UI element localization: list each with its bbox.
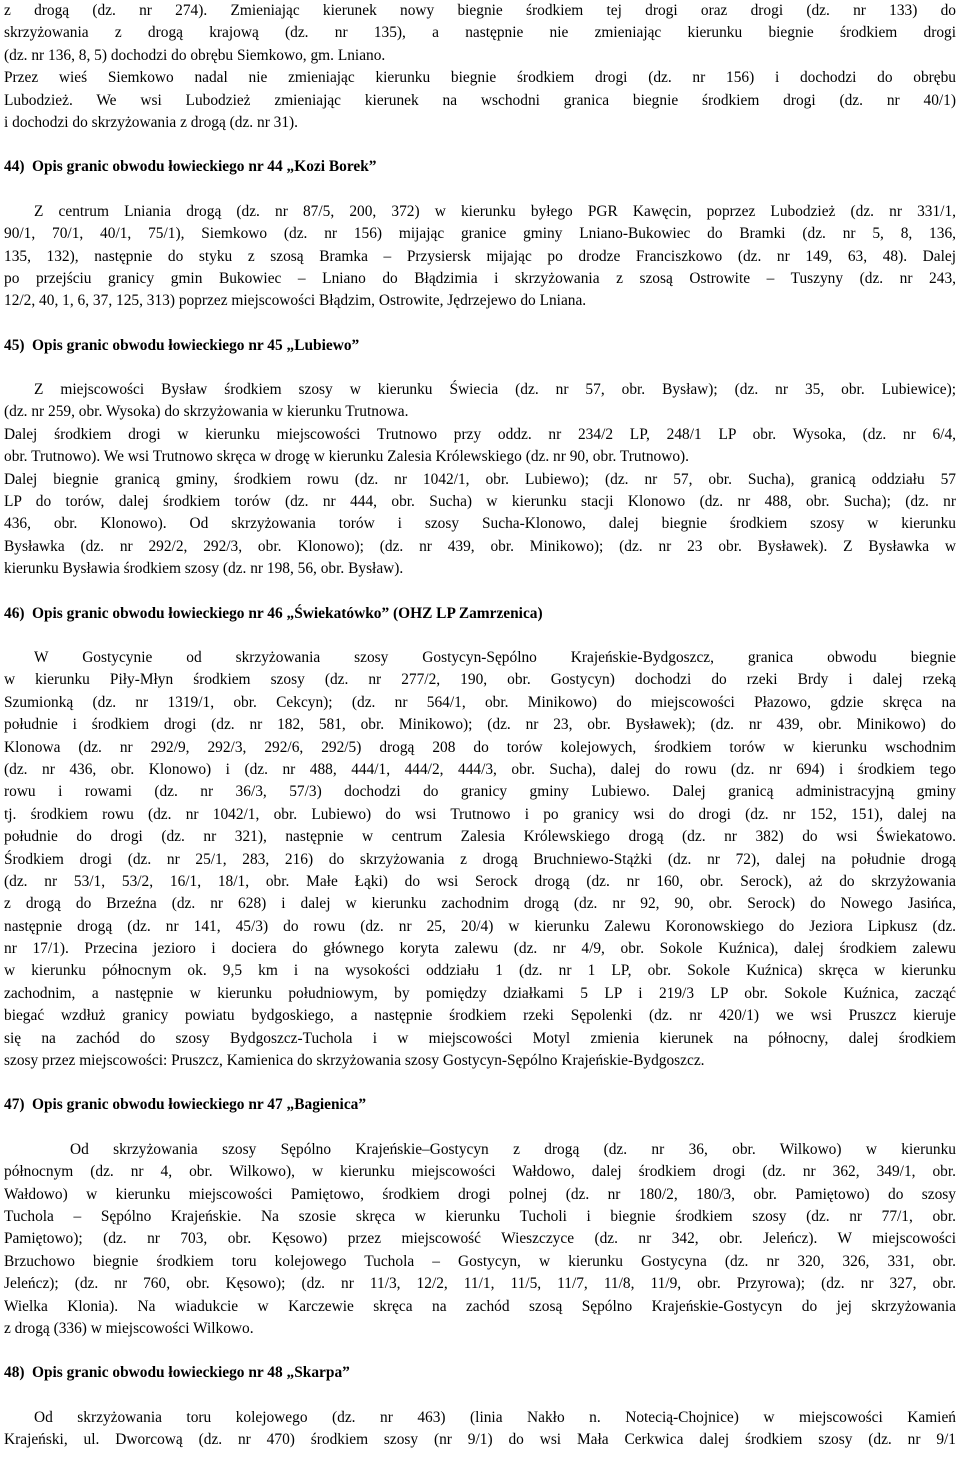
text-line: 90/1, 70/1, 40/1, 75/1), Siemkowo (dz. nr 156) mijając granice gminy Lniano-Bukowiec do Bramki (dz. nr 5, 8, 136,: [4, 225, 956, 243]
text-line: po przejściu granicy gmin Bukowiec – Lniano do Błądzimia i skrzyżowania z szosą Ostrowite – Tuszyny (dz. nr 243,: [4, 269, 956, 287]
text-line: tj. środkiem rowu (dz. nr 1042/1, obr. Lubiewo) do wsi Trutnowo i po granicy wsi do drogi (dz. nr 152, 151), dalej na: [4, 805, 956, 823]
section-heading: [4, 335, 956, 357]
text-line: Krajeński, ul. Dworcową (dz. nr 470) środkiem szosy (nr 9/1) do wsi Mała Cerkwica dalej środkiem szosy (dz. nr 9/1: [4, 1431, 956, 1449]
section-number: 45): [4, 336, 25, 354]
section-number: 46): [4, 604, 25, 622]
text-line: Dalej środkiem drogi w kierunku miejscowości Trutnowo przy oddz. nr 234/2 LP, 248/1 LP obr. Wysoka, (dz. nr 6/4,: [4, 425, 956, 443]
section-title: Opis granic obwodu łowieckiego nr 46 „Świekatówko” (OHZ LP Zamrzenica): [32, 604, 543, 622]
text-line: południe do drogi (dz. nr 321), następnie w centrum Zalesia Królewskiego drogą (dz. nr 382) do wsi Świekatowo.: [4, 828, 956, 846]
text-line: W Gostycynie od skrzyżowania szosy Gostycyn-Sępólno Krajeńskie-Bydgoszcz, granica obwodu biegnie: [34, 648, 956, 666]
text-line: Od skrzyżowania toru kolejowego (dz. nr 463) (linia Nakło n. Notecią-Chojnice) w miejscowości Kamień: [34, 1408, 956, 1426]
section-44: [4, 156, 956, 312]
intro-paragraph: [4, 0, 956, 134]
section-heading: [4, 1362, 956, 1384]
text-line: zachodnim, a następnie w kierunku południowym, by pomiędzy działkami 5 LP i 219/3 LP obr. Sokole Kuźnica, zacząć: [4, 984, 956, 1002]
text-line: Przez wieś Siemkowo nadal nie zmieniając kierunku biegnie środkiem drogi (dz. nr 156) i dochodzi do obrębu: [4, 69, 956, 87]
text-line: (dz. nr 53/1, 53/2, 16/1, 18/1, obr. Małe Łąki) do wsi Serock drogą (dz. nr 160, obr. Serock), aż do skrzyżowania: [4, 872, 956, 890]
text-line: z drogą (336) w miejscowości Wilkowo.: [4, 1319, 254, 1337]
text-line: (dz. nr 259, obr. Wysoka) do skrzyżowania w kierunku Trutnowa.: [4, 403, 409, 421]
section-heading: [4, 156, 956, 178]
text-line: z drogą (dz. nr 274). Zmieniając kierunek nowy biegnie środkiem tej drogi oraz drogi (dz. nr 133) do: [4, 2, 956, 19]
section-48: [4, 1362, 956, 1451]
section-title: Opis granic obwodu łowieckiego nr 44 „Kozi Borek”: [32, 158, 377, 176]
text-line: rowu i rowami (dz. nr 36/3, 57/3) dochodzi do granicy gminy Lubiewo. Dalej granicą administracyjną gminy: [4, 783, 956, 801]
section-title: Opis granic obwodu łowieckiego nr 45 „Lubiewo”: [32, 336, 360, 354]
text-line: Bysławka (dz. nr 292/2, 292/3, obr. Klonowo); (dz. nr 439, obr. Minikowo); (dz. nr 23 obr. Bysławek). Z Bysławka w: [4, 537, 956, 555]
section-47: [4, 1094, 956, 1340]
text-line: Brzuchowo biegnie środkiem toru kolejowego Tuchola – Gostycyn, w kierunku Gostycyna (dz. nr 320, 326, 331, obr.: [4, 1252, 956, 1270]
text-line: południe i środkiem drogi (dz. nr 182, 581, obr. Minikowo); (dz. nr 23, obr. Bysławek); (dz. nr 439, obr. Minikowo) do: [4, 716, 956, 734]
text-line: w kierunku północnym ok. 9,5 km i na wysokości oddziału 1 (dz. nr 1 LP, obr. Sokole Kuźnica) skręca w kierunku: [4, 962, 956, 980]
text-line: szosy przez miejscowości: Pruszcz, Kamienica do skrzyżowania szosy Gostycyn-Sępólno Krajeńskie-Bydgoszcz.: [4, 1052, 705, 1070]
text-line: Z centrum Lniania drogą (dz. nr 87/5, 200, 372) w kierunku byłego PGR Kawęcin, poprzez Lubodzież (dz. nr 331/1,: [34, 202, 956, 220]
text-line: w kierunku Piły-Młyn środkiem szosy (dz. nr 277/2, 190, obr. Gostycyn) dochodzi do rzeki Brdy i dalej rzeką: [4, 671, 956, 689]
text-line: obr. Trutnowo). We wsi Trutnowo skręca w drogę w kierunku Zalesia Królewskiego (dz. nr 90, obr. Trutnowo).: [4, 448, 690, 466]
section-number: 44): [4, 158, 25, 176]
text-line: Lubodzież. We wsi Lubodzież zmieniając kierunek na wschodni granica biegnie środkiem drogi (dz. nr 40/1): [4, 91, 956, 109]
text-line: kierunku Bysławia środkiem szosy (dz. nr 198, 56, obr. Bysław).: [4, 560, 404, 578]
text-line: Jeleńcz); (dz. nr 760, obr. Kęsowo); (dz. nr 11/3, 12/2, 11/1, 11/5, 11/7, 11/8, 11/9, obr. Przyrowa); (dz. nr 327, obr.: [4, 1275, 956, 1293]
section-heading: [4, 603, 956, 625]
text-line: Pamiętowo); (dz. nr 703, obr. Kęsowo) przez miejscowość Wieszczyce (dz. nr 342, obr. Jeleńcz). W miejscowości: [4, 1230, 956, 1248]
text-line: (dz. nr 436, obr. Klonowo) i (dz. nr 488, 444/1, 444/2, 444/3, obr. Sucha), dalej do rowu (dz. nr 694) i środkiem tego: [4, 760, 956, 778]
text-line: nr 17/1). Przecina jezioro i dociera do głównego koryta zalewu (dz. nr 4/9, obr. Sokole Kuźnica), dalej środkiem zalewu: [4, 940, 956, 958]
section-number: 47): [4, 1096, 25, 1114]
text-line: 436, obr. Klonowo). Od skrzyżowania torów i szosy Sucha-Klonowo, dalej biegnie środkiem szosy w kierunku: [4, 515, 956, 533]
text-line: Środkiem drogi (dz. nr 25/1, 283, 216) do skrzyżowania z drogą Bruchniewo-Stążki (dz. nr 72), dalej na południe drogą: [4, 850, 956, 868]
text-line: i dochodzi do skrzyżowania z drogą (dz. nr 31).: [4, 113, 299, 131]
text-line: Klonowa (dz. nr 292/9, 292/3, 292/6, 292/5) drogą 208 do torów kolejowych, środkiem torów w kierunku wschodnim: [4, 738, 956, 756]
section-title: Opis granic obwodu łowieckiego nr 47 „Bagienica”: [32, 1096, 367, 1114]
text-line: LP do torów, dalej środkiem torów (dz. nr 444, obr. Sucha) w kierunku stacji Klonowo (dz. nr 488, obr. Sucha); (dz. nr: [4, 493, 956, 511]
text-line: Wielka Klonia). Na wiadukcie w Karczewie skręca na zachód szosą Sępólno Krajeńskie-Gostycyn do jej skrzyżowania: [4, 1297, 956, 1315]
text-line: 135, 132), następnie do styku z szosą Bramka – Przysiersk mijając po drodze Franciszkowo (dz. nr 149, 63, 48). Dalej: [4, 247, 956, 265]
text-line: następnie drogą (dz. nr 141, 45/3) do rowu (dz. nr 25, 20/4) w kierunku Zalewu Koronowskiego do Jeziora Lipkusz (dz.: [4, 917, 956, 935]
text-line: Z miejscowości Bysław środkiem szosy w kierunku Świecia (dz. nr 57, obr. Bysław); (dz. nr 35, obr. Lubiewice);: [34, 381, 956, 399]
section-heading: [4, 1094, 956, 1116]
section-title: Opis granic obwodu łowieckiego nr 48 „Skarpa”: [32, 1364, 350, 1382]
text-line: Szumionką (dz. nr 1319/1, obr. Cekcyn); (dz. nr 564/1, obr. Minikowo) do miejscowości Płazowo, gdzie skręca na: [4, 693, 956, 711]
text-line: Wałdowo) w kierunku miejscowości Pamiętowo, środkiem drogi polnej (dz. nr 180/2, 180/3, obr. Pamiętowo) do szosy: [4, 1185, 956, 1203]
text-line: (dz. nr 136, 8, 5) dochodzi do obrębu Siemkowo, gm. Lniano.: [4, 46, 386, 64]
section-number: 48): [4, 1364, 25, 1382]
text-line: 12/2, 40, 1, 6, 37, 125, 313) poprzez miejscowości Błądzim, Ostrowite, Jędrzejewo do Lniana.: [4, 292, 587, 310]
text-line: Tuchola – Sępólno Krajeńskie. Na szosie skręca w kierunku Tucholi i biegnie środkiem szosy (dz. nr 77/1, obr.: [4, 1207, 956, 1225]
section-45: [4, 335, 956, 581]
text-line: biegać wzdłuż granicy powiatu bydgoskiego, a następnie środkiem rzeki Sępolenki (dz. nr 420/1) we wsi Pruszcz kieruje: [4, 1007, 956, 1025]
text-line: Dalej biegnie granicą gminy, środkiem rowu (dz. nr 1042/1, obr. Lubiewo); (dz. nr 57, obr. Sucha), granicą oddziału 57: [4, 470, 956, 488]
section-46: [4, 603, 956, 1073]
text-line: z drogą do Brzeźna (dz. nr 628) i dalej w kierunku zachodnim drogą (dz. nr 92, 90, obr. Serock) do Nowego Jasińca,: [4, 895, 956, 913]
text-line: się na zachód do szosy Bydgoszcz-Tuchola i w miejscowości Motyl zmienia kierunek na północny, dalej środkiem: [4, 1029, 956, 1047]
text-line: północnym (dz. nr 4, obr. Wilkowo), w kierunku miejscowości Wałdowo, dalej środkiem drogi (dz. nr 362, 349/1, obr.: [4, 1163, 956, 1181]
text-line: Od skrzyżowania szosy Sępólno Krajeńskie–Gostycyn z drogą (dz. nr 36, obr. Wilkowo) w kierunku: [70, 1140, 956, 1158]
text-line: skrzyżowania z drogą krajową (dz. nr 135), a następnie nie zmieniając kierunku biegnie środkiem drogi: [4, 24, 956, 42]
